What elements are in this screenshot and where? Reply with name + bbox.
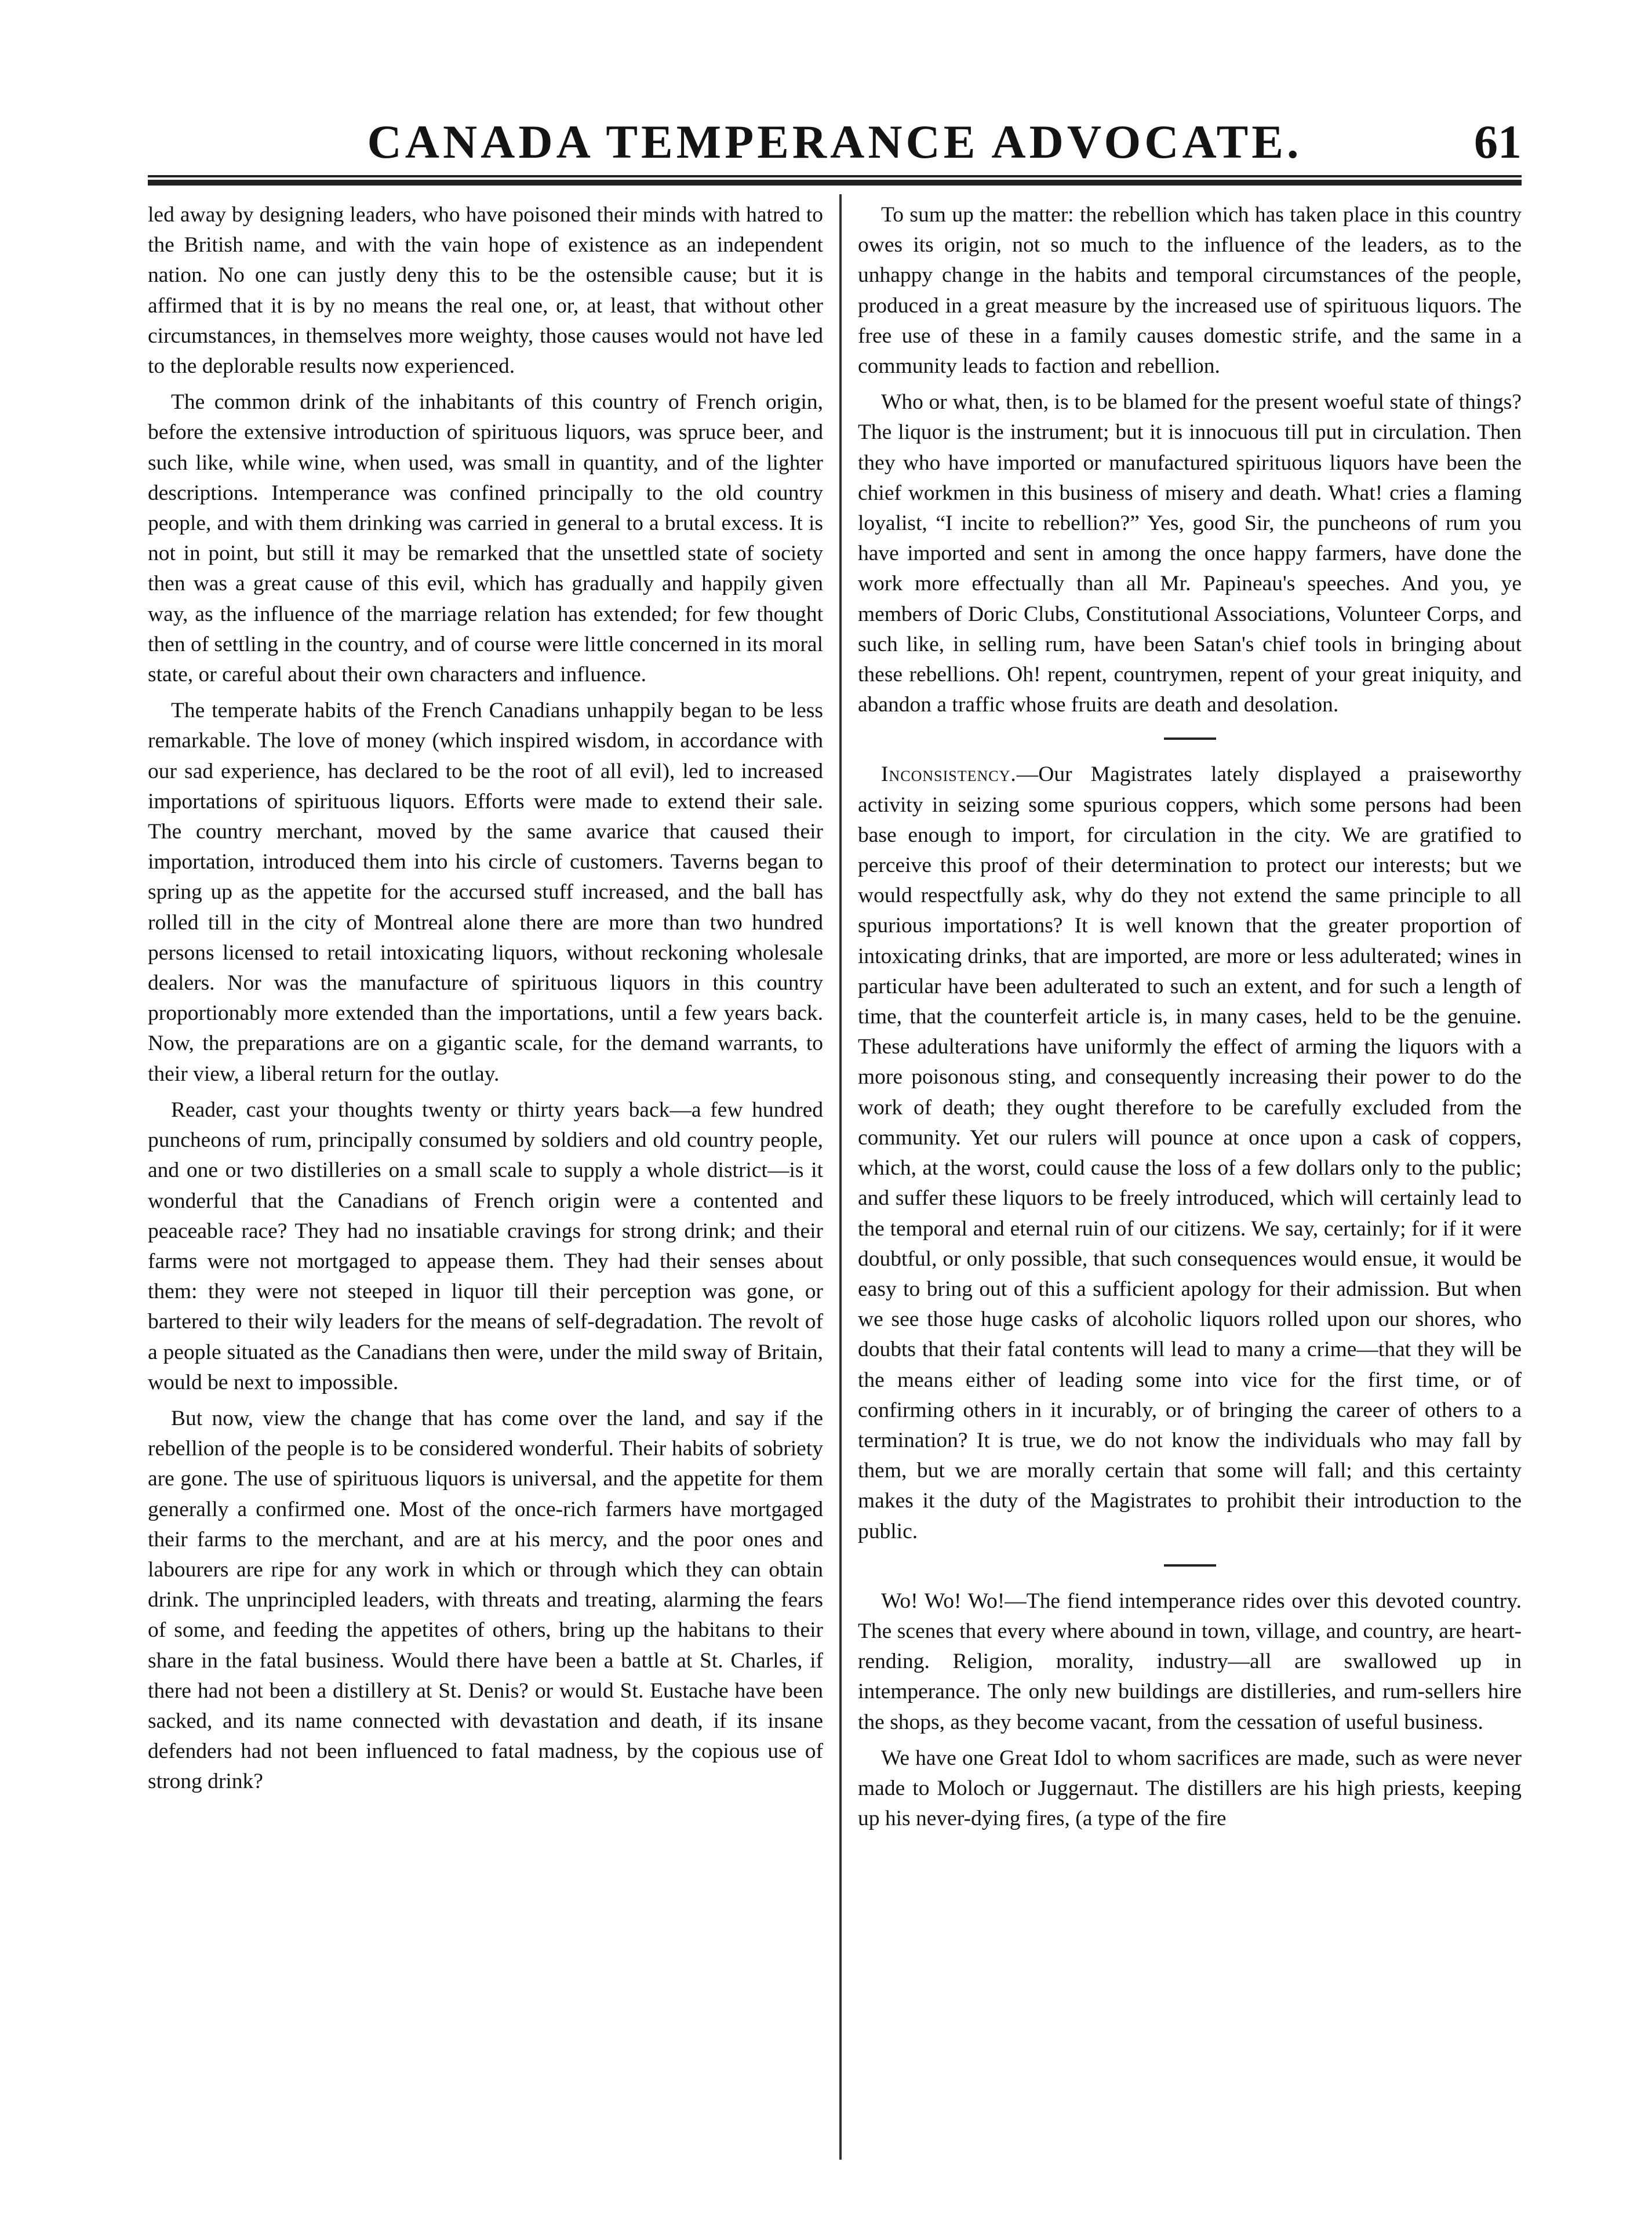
article-paragraph: led away by designing leaders, who have poisoned their minds with hatred to the British name, and with the vain hope of existence as an independent nation. No one can justly deny this to be the ostensible cause; but it is affirmed that it is by no means the real one, or, at least, that without other circumstances, in themselves more weighty, those causes would not have led to the deplorable results now experienced. <box>148 203 823 379</box>
section-divider <box>1164 737 1216 740</box>
section-divider <box>1164 1564 1216 1567</box>
article-paragraph: We have one Great Idol to whom sacrifices are made, such as were never made to Moloch or Juggernaut. The distillers are his high priests, keeping up his never-dying fires, (a type of the fire <box>858 1746 1522 1831</box>
article-paragraph: Wo! Wo! Wo!—The fiend intemperance rides over this devoted country. The scenes that every where abound in town, village, and country, are heart-rending. Religion, morality, industry—all are swallowed up in intemperance. The only new buildings are distilleries, and rum-sellers hire the shops, as they become vacant, from the cessation of useful business. <box>858 1589 1522 1734</box>
article-paragraph: To sum up the matter: the rebellion which has taken place in this country owes its origin, not so much to the influence of the leaders, as to the unhappy change in the habits and temporal circumstances of the people, produced in a great measure by the increased use of spirituous liquors. The free use of these in a family causes domestic strife, and the same in a community leads to faction and rebellion. <box>858 203 1522 379</box>
inconsistency-article <box>858 760 1522 1546</box>
article-paragraph: Who or what, then, is to be blamed for the present woeful state of things? The liquor is the instrument; but it is innocuous till put in circulation. Then they who have imported or manufactured spirituous liquors have been the chief workmen in this business of misery and death. What! cries a flaming loyalist, “I incite to rebellion?” Yes, good Sir, the puncheons of rum you have imported and sent in among the once happy farmers, have done the work more effectually than all Mr. Papineau's speeches. And you, ye members of Doric Clubs, Constitutional Associations, Volunteer Corps, and such like, in selling rum, have been Satan's chief tools in bringing about these rebellions. Oh! repent, countrymen, repent of your great iniquity, and abandon a traffic whose fruits are death and desolation. <box>858 390 1522 717</box>
column-divider <box>839 194 842 2160</box>
article-paragraph: Reader, cast your thoughts twenty or thirty years back—a few hundred puncheons of rum, principally consumed by soldiers and old country people, and one or two distilleries on a small scale to supply a whole district—is it wonderful that the Canadians of French origin were a contented and peaceable race? They had no insatiable cravings for strong drink; and their farms were not mortgaged to appease them. They had their senses about them: they were not steeped in liquor till their perception was gone, or bartered to their wily leaders for the means of self-degradation. The revolt of a people situated as the Canadians then were, under the mild sway of Britain, would be next to impossible. <box>148 1098 823 1394</box>
header-rule-thick <box>148 180 1522 186</box>
page-header <box>148 110 1522 174</box>
publication-title: CANADA TEMPERANCE ADVOCATE. <box>367 115 1302 168</box>
left-column <box>148 200 823 2160</box>
header-rule-thin <box>148 175 1522 177</box>
article-paragraph: The common drink of the inhabitants of this country of French origin, before the extensive introduction of spirituous liquors, was spruce beer, and such like, while wine, when used, was small in quantity, and of the lighter descriptions. Intemperance was confined principally to the old country people, and with them drinking was carried in general to a brutal excess. It is not in point, but still it may be remarked that the unsettled state of society then was a great cause of this evil, which has gradually and happily given way, as the influence of the marriage relation has extended; for few thought then of settling in the country, and of course were little concerned in its moral state, or careful about their own characters and influence. <box>148 390 823 687</box>
article-paragraph: The temperate habits of the French Canadians unhappily began to be less remarkable. The love of money (which inspired wisdom, in accordance with our sad experience, has declared to be the root of all evil), led to increased importations of spirituous liquors. Efforts were made to extend their sale. The country merchant, moved by the same avarice that caused their importation, introduced them into his circle of customers. Taverns began to spring up as the appetite for the accursed stuff increased, and the ball has rolled till in the city of Montreal alone there are more than two hundred persons licensed to retail intoxicating liquors, without reckoning wholesale dealers. Nor was the manufacture of spirituous liquors in this country proportionably more extended than the importations, until a few years back. Now, the preparations are on a gigantic scale, for the demand warrants, to their view, a liberal return for the outlay. <box>148 699 823 1086</box>
article-paragraph: But now, view the change that has come over the land, and say if the rebellion of the people is to be considered wonderful. Their habits of sobriety are gone. The use of spirituous liquors is universal, and the appetite for them generally a confirmed one. Most of the once-rich farmers have mortgaged their farms to the merchant, and are at his mercy, and the poor ones and labourers are ripe for any work in which or through which they can obtain drink. The unprincipled leaders, with threats and treating, alarming the fears of some, and feeding the appetites of others, bring up the habitans to their share in the fatal business. Would there have been a battle at St. Charles, if there had not been a distillery at St. Denis? or would St. Eustache have been sacked, and its name connected with devastation and death, if its insane defenders had not been influenced to fatal madness, by the copious use of strong drink? <box>148 1406 823 1794</box>
page-number: 61 <box>1474 115 1522 168</box>
right-column <box>858 200 1522 2160</box>
inconsistency-text: —Our Magistrates lately displayed a praiseworthy activity in seizing some spurious coppers, which some persons had been base enough to import, for circulation in the city. We are gratified to perceive this proof of their determination to protect our interests; but we would respectfully ask, why do they not extend the same principle to all spurious importations? It is well known that the greater proportion of intoxicating drinks, that are imported, are more or less adulterated; wines in particular have been adulterated to such an extent, and for such a length of time, that the counterfeit article is, in many cases, held to be the genuine. These adulterations have uniformly the effect of arming the liquors with a more poisonous sting, and consequently increasing their power to do the work of death; they ought therefore to be carefully excluded from the community. Yet our rulers will pounce at once upon a cask of coppers, which, at the worst, could cause the loss of a few dollars only to the public; and suffer these liquors to be freely introduced, which will certainly lead to the temporal and eternal ruin of our citizens. We say, certainly; for if it were doubtful, or only possible, that such consequences would ensue, it would be easy to bring out of this a sufficient apology for their admission. But when we see those huge casks of alcoholic liquors rolled upon our shores, who doubts that their fatal contents will lead to many a crime—that they will be the means either of leading some into vice for the first time, or of confirming others in it incurably, or of bringing the career of others to a termination? It is true, we do not know the individuals who may fall by them, but we are morally certain that some will fall; and this certainty makes it the duty of the Magistrates to prohibit their introduction to the public. <box>858 762 1522 1543</box>
inconsistency-heading: Inconsistency. <box>881 762 1017 787</box>
